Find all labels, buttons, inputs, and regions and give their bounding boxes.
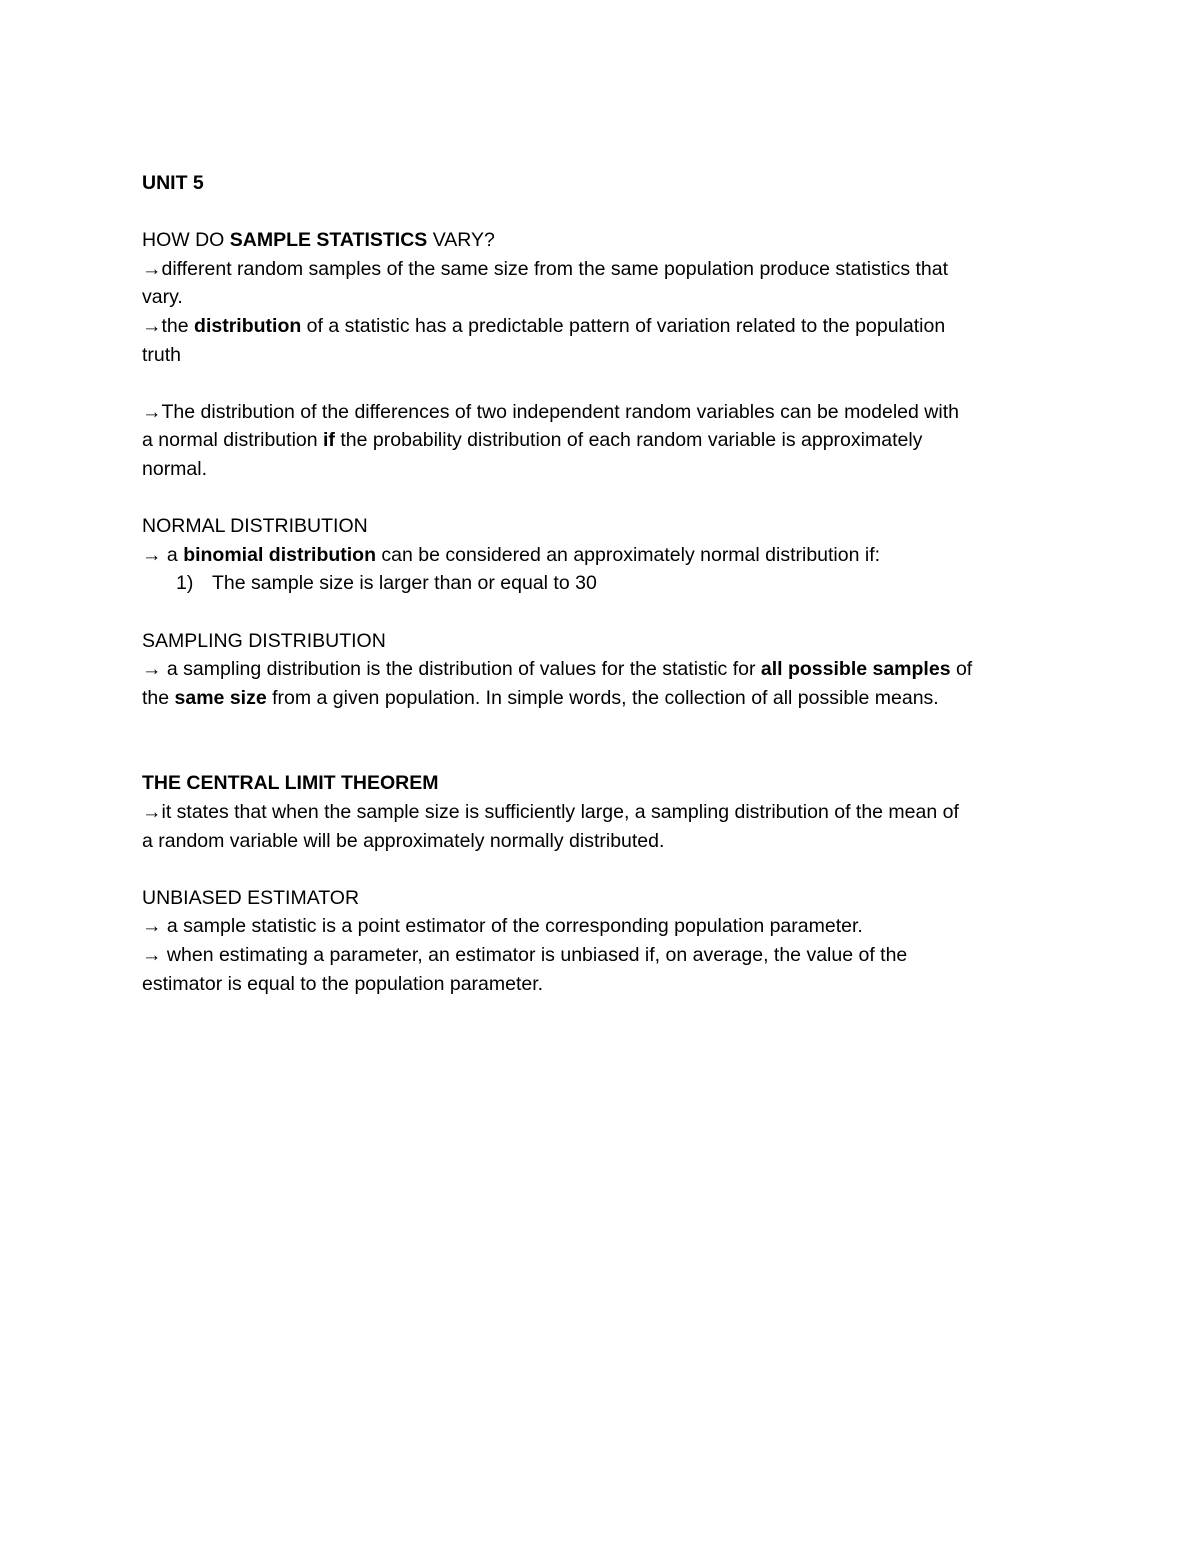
heading-text: HOW DO [142,229,230,252]
section-heading-normal-distribution: NORMAL DISTRIBUTION [142,515,368,538]
paragraph-line: a random variable will be approximately normally distributed. [142,829,665,852]
bold-term: all possible samples [760,658,951,681]
paragraph-line: truth [142,343,182,366]
spacer [142,598,1072,627]
spacer [142,855,1072,884]
text-run: a normal distribution [142,429,324,452]
paragraph-line: estimator is equal to the population parameter. [142,972,544,995]
bold-term: same size [174,686,267,709]
paragraph-line: → a sample statistic is a point estimator of the corresponding population parameter. [142,915,863,938]
text-run: of a statistic has a predictable pattern of variation related to the population [301,314,946,337]
text-run: can be considered an approximately normal distribution if: [376,543,881,566]
bold-term: if [323,429,335,452]
unit-title: UNIT 5 [142,172,204,194]
bold-term: binomial distribution [183,543,377,566]
section-heading-sample-statistics [142,226,1072,255]
text-run: the [142,686,175,709]
paragraph-line: →The distribution of the differences of two independent random variables can be modeled with [142,400,959,423]
text-run: of [950,658,973,681]
bold-term: distribution [194,314,302,337]
document-page [142,169,1072,998]
text-run: from a given population. In simple words, the collection of all possible means. [266,686,939,709]
section-heading-central-limit-theorem: THE CENTRAL LIMIT THEOREM [142,772,439,795]
paragraph-line [142,312,1072,341]
list-number: 1) [176,572,194,595]
paragraph-line [142,426,1072,455]
spacer [142,198,1072,227]
text-run: →the [142,314,195,337]
heading-text: VARY? [427,229,495,252]
paragraph-line: normal. [142,457,208,480]
paragraph-line: vary. [142,286,183,309]
heading-bold-text: SAMPLE STATISTICS [229,229,428,252]
spacer [142,712,1072,769]
spacer [142,484,1072,513]
text-run: → a sampling distribution is the distribution of values for the statistic for [142,658,761,681]
paragraph-line: →different random samples of the same size from the same population produce statistics that [142,257,949,280]
paragraph-line [142,684,1072,713]
list-text: The sample size is larger than or equal to 30 [212,572,597,595]
text-run: → a [142,543,184,566]
paragraph-line: →it states that when the sample size is sufficiently large, a sampling distribution of the mean of [142,801,959,824]
spacer [142,369,1072,398]
section-heading-unbiased-estimator: UNBIASED ESTIMATOR [142,886,360,909]
list-item [142,569,1072,598]
paragraph-line [142,655,1072,684]
paragraph-line: → when estimating a parameter, an estimator is unbiased if, on average, the value of the [142,944,908,967]
paragraph-line [142,541,1072,570]
text-run: the probability distribution of each random variable is approximately [334,429,923,452]
section-heading-sampling-distribution: SAMPLING DISTRIBUTION [142,629,386,652]
